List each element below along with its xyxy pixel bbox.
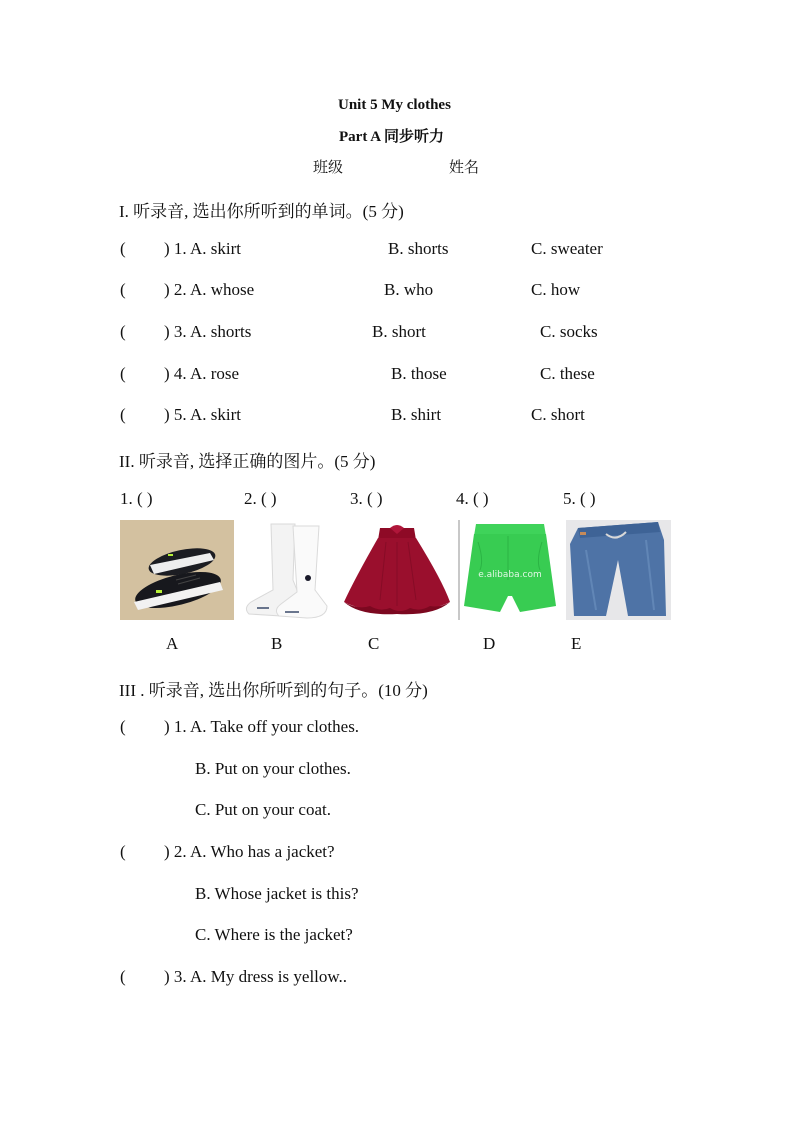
- picture-answer-2[interactable]: 2. ( ): [244, 489, 277, 508]
- option-c: C. sweater: [531, 239, 603, 258]
- option-b: B. shirt: [391, 405, 442, 424]
- answer-paren[interactable]: (: [120, 280, 126, 299]
- option-a: ) 4. A. rose: [164, 364, 240, 383]
- sneakers-photo: [120, 520, 234, 620]
- answer-paren[interactable]: (: [120, 717, 126, 736]
- option-b: B. those: [391, 364, 447, 383]
- option-a: ) 5. A. skirt: [164, 405, 241, 424]
- answer-paren[interactable]: (: [120, 322, 126, 341]
- name-label: 姓名: [449, 160, 480, 176]
- option-a: ) 1. A. skirt: [164, 239, 241, 258]
- option-a: ) 2. A. whose: [164, 280, 255, 299]
- section-2-heading: II. 听录音, 选择正确的图片。(5 分): [119, 452, 376, 471]
- section-3-heading: III . 听录音, 选出你所听到的句子。(10 分): [119, 681, 428, 700]
- answer-paren[interactable]: (: [120, 967, 126, 986]
- picture-label-c: C: [368, 634, 380, 653]
- option-a: ) 1. A. Take off your clothes.: [164, 717, 360, 736]
- picture-answer-4[interactable]: 4. ( ): [456, 489, 489, 508]
- option-c: C. socks: [540, 322, 598, 341]
- option-b: B. Put on your clothes.: [195, 759, 351, 778]
- picture-answer-3[interactable]: 3. ( ): [350, 489, 383, 508]
- picture-label-e: E: [571, 634, 582, 653]
- option-a: ) 3. A. shorts: [164, 322, 252, 341]
- option-c: C. Put on your coat.: [195, 800, 331, 819]
- answer-paren[interactable]: (: [120, 842, 126, 861]
- option-c: C. short: [531, 405, 585, 424]
- answer-paren[interactable]: (: [120, 364, 126, 383]
- option-a: ) 2. A. Who has a jacket?: [164, 842, 335, 861]
- picture-label-a: A: [166, 634, 179, 653]
- sneakers-icon: [120, 520, 234, 620]
- answer-paren[interactable]: (: [120, 239, 126, 258]
- skirt-icon: [340, 520, 454, 620]
- option-c: C. how: [531, 280, 581, 299]
- picture-label-d: D: [483, 634, 496, 653]
- option-b: B. Whose jacket is this?: [195, 884, 359, 903]
- shorts-photo: [458, 520, 560, 620]
- option-a: ) 3. A. My dress is yellow..: [164, 967, 348, 986]
- socks-photo: [241, 520, 335, 620]
- option-b: B. short: [372, 322, 426, 341]
- jeans-icon: [566, 520, 671, 620]
- watermark-text: e.alibaba.com: [478, 570, 542, 580]
- skirt-photo: [340, 520, 454, 620]
- option-b: B. shorts: [388, 239, 449, 258]
- picture-label-b: B: [271, 634, 283, 653]
- class-label: 班级: [313, 160, 344, 176]
- picture-answer-5[interactable]: 5. ( ): [563, 489, 596, 508]
- jeans-photo: [566, 520, 671, 620]
- option-b: B. who: [384, 280, 434, 299]
- option-c: C. these: [540, 364, 595, 383]
- answer-paren[interactable]: (: [120, 405, 126, 424]
- document-subtitle: Part A 同步听力: [339, 129, 444, 145]
- option-c: C. Where is the jacket?: [195, 925, 353, 944]
- section-1-heading: I. 听录音, 选出你所听到的单词。(5 分): [119, 202, 404, 221]
- picture-answer-1[interactable]: 1. ( ): [120, 489, 153, 508]
- shorts-icon: [460, 520, 560, 620]
- document-title: Unit 5 My clothes: [338, 97, 451, 113]
- socks-icon: [241, 520, 335, 620]
